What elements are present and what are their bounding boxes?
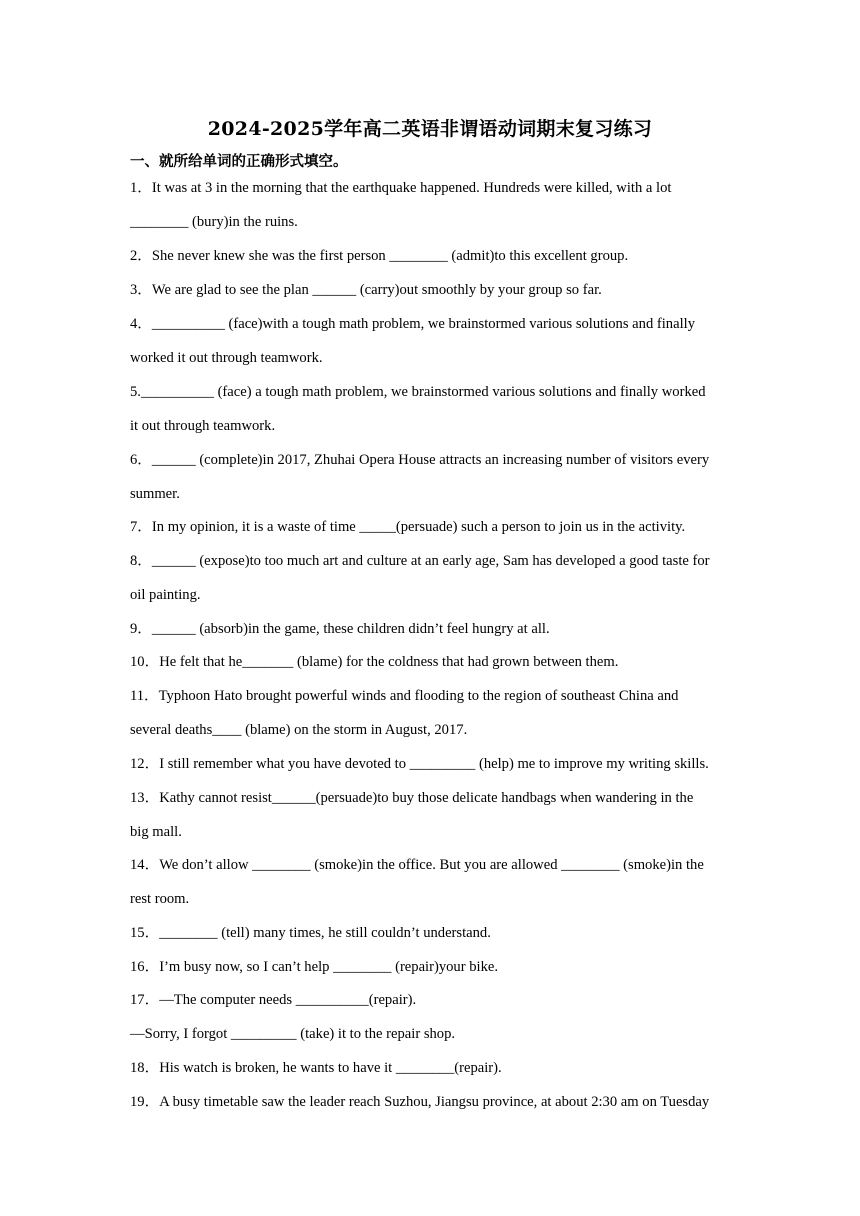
text-line: 1．It was at 3 in the morning that the earthquake happened. Hundreds were killed, with a lot: [130, 180, 672, 196]
text-line: 2．She never knew she was the first person ________ (admit)to this excellent group.: [130, 248, 629, 264]
text-line: summer.: [130, 486, 180, 502]
text-line: —Sorry, I forgot _________ (take) it to the repair shop.: [130, 1026, 456, 1042]
text-line: 17．—The computer needs __________(repair).: [130, 992, 417, 1008]
text-line: 3．We are glad to see the plan ______ (carry)out smoothly by your group so far.: [130, 282, 602, 298]
text-line: 16．I’m busy now, so I can’t help ________ (repair)your bike.: [130, 959, 499, 975]
text-line: rest room.: [130, 891, 190, 907]
document-title: 2024-2025学年高二英语非谓语动词期末复习练习: [207, 118, 653, 140]
text-line: 4．__________ (face)with a tough math problem, we brainstormed various solutions and finally: [130, 316, 695, 332]
text-line: it out through teamwork.: [130, 418, 276, 434]
text-line: several deaths____ (blame) on the storm in August, 2017.: [130, 722, 468, 738]
text-line: 15．________ (tell) many times, he still couldn’t understand.: [130, 925, 491, 941]
text-line: 7．In my opinion, it is a waste of time _____(persuade) such a person to join us in the activity.: [130, 519, 686, 535]
text-line: 14．We don’t allow ________ (smoke)in the office. But you are allowed ________ (smoke)in the: [130, 857, 704, 873]
text-line: 11．Typhoon Hato brought powerful winds and flooding to the region of southeast China and: [130, 688, 679, 704]
text-line: big mall.: [130, 824, 182, 840]
text-line: 6．______ (complete)in 2017, Zhuhai Opera House attracts an increasing number of visitors every: [130, 452, 710, 468]
text-line: worked it out through teamwork.: [130, 350, 323, 366]
text-line: 10．He felt that he_______ (blame) for the coldness that had grown between them.: [130, 654, 619, 670]
text-line: 5.__________ (face) a tough math problem, we brainstormed various solutions and finally worked: [130, 384, 706, 400]
text-line: 9．______ (absorb)in the game, these children didn’t feel hungry at all.: [130, 621, 550, 637]
text-line: ________ (bury)in the ruins.: [130, 214, 298, 230]
text-line: 8．______ (expose)to too much art and culture at an early age, Sam has developed a good taste for: [130, 553, 710, 569]
text-line: 12．I still remember what you have devoted to _________ (help) me to improve my writing skills.: [130, 756, 709, 772]
text-line: oil painting.: [130, 587, 201, 603]
text-line: 19．A busy timetable saw the leader reach Suzhou, Jiangsu province, at about 2:30 am on Tuesday: [130, 1094, 710, 1110]
text-line: 18．His watch is broken, he wants to have it ________(repair).: [130, 1060, 502, 1076]
text-line: 13．Kathy cannot resist______(persuade)to buy those delicate handbags when wandering in the: [130, 790, 694, 806]
section-heading: 一、就所给单词的正确形式填空。: [130, 154, 348, 170]
